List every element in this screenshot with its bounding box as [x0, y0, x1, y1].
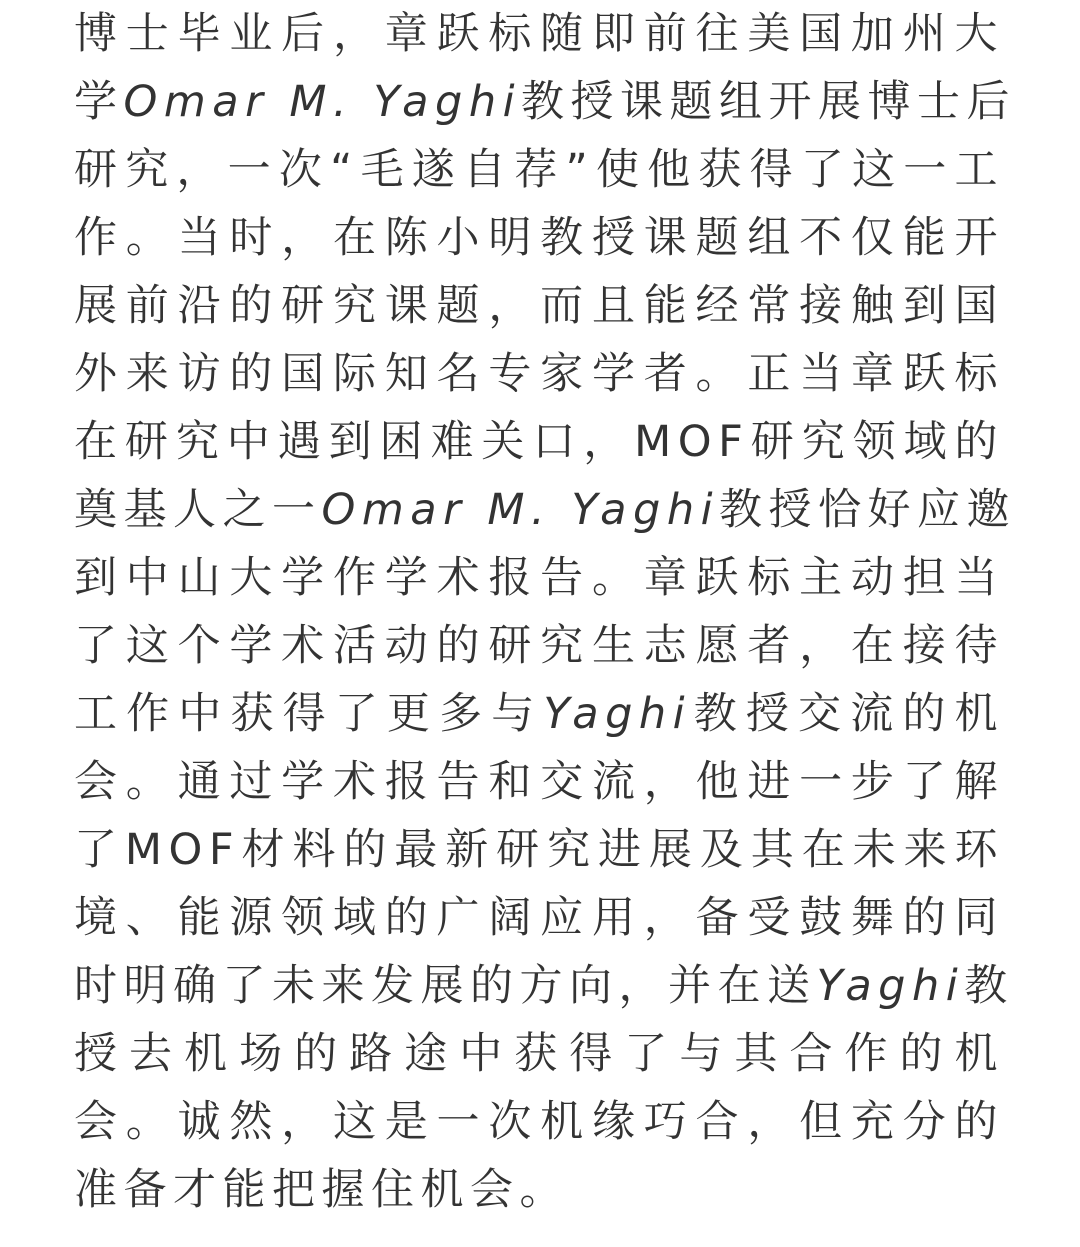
text-line — [74, 1088, 1004, 1156]
body-text: 在研究中遇到困难关口，MOF研究领域的 — [74, 417, 1004, 467]
text-line — [74, 340, 1004, 408]
text-line — [74, 1156, 1004, 1224]
body-text: 准备才能把握住机会。 — [74, 1165, 569, 1215]
text-line — [74, 204, 1004, 272]
text-line — [74, 408, 1004, 476]
body-text: 展前沿的研究课题，而且能经常接触到国 — [74, 281, 1004, 331]
body-text: 会。通过学术报告和交流，他进一步了解 — [74, 757, 1004, 807]
text-line — [74, 884, 1004, 952]
body-text: 学 — [74, 77, 124, 127]
article-body — [74, 0, 1017, 1224]
text-line — [74, 476, 1017, 544]
text-line — [74, 816, 1004, 884]
body-text: 外来访的国际知名专家学者。正当章跃标 — [74, 349, 1004, 399]
text-line — [74, 0, 1004, 68]
italic-name-text: Omar M. Yaghi — [123, 77, 522, 127]
body-text: 作。当时，在陈小明教授课题组不仅能开 — [74, 213, 1004, 263]
text-line — [74, 1020, 1004, 1088]
body-text: 授去机场的路途中获得了与其合作的机 — [74, 1029, 1004, 1079]
body-text: 到中山大学作学术报告。章跃标主动担当 — [74, 553, 1004, 603]
text-line — [74, 272, 1004, 340]
text-line — [74, 952, 1014, 1020]
body-text: 工作中获得了更多与 — [74, 689, 544, 739]
italic-name-text: Omar M. Yaghi — [321, 485, 720, 535]
body-text: 教授交流的机 — [691, 689, 1005, 739]
body-text: 研究，一次“毛遂自荐”使他获得了这一工 — [74, 145, 1004, 195]
body-text: 了MOF材料的最新研究进展及其在未来环 — [74, 825, 1004, 875]
italic-name-text: Yaghi — [816, 961, 965, 1011]
body-text: 教授恰好应邀 — [719, 485, 1017, 535]
text-line — [74, 544, 1004, 612]
italic-name-text: Yaghi — [543, 689, 692, 739]
body-text: 境、能源领域的广阔应用，备受鼓舞的同 — [74, 893, 1004, 943]
body-text: 会。诚然，这是一次机缘巧合，但充分的 — [74, 1097, 1004, 1147]
body-text: 奠基人之一 — [74, 485, 322, 535]
text-line — [74, 68, 1017, 136]
body-text: 了这个学术活动的研究生志愿者，在接待 — [74, 621, 1004, 671]
text-line — [74, 612, 1004, 680]
text-line — [74, 748, 1004, 816]
body-text: 博士毕业后，章跃标随即前往美国加州大 — [74, 9, 1004, 59]
body-text: 教 — [964, 961, 1014, 1011]
text-line — [74, 136, 1004, 204]
body-text: 时明确了未来发展的方向，并在送 — [74, 961, 817, 1011]
body-text: 教授课题组开展博士后 — [521, 77, 1017, 127]
text-line — [74, 680, 1004, 748]
